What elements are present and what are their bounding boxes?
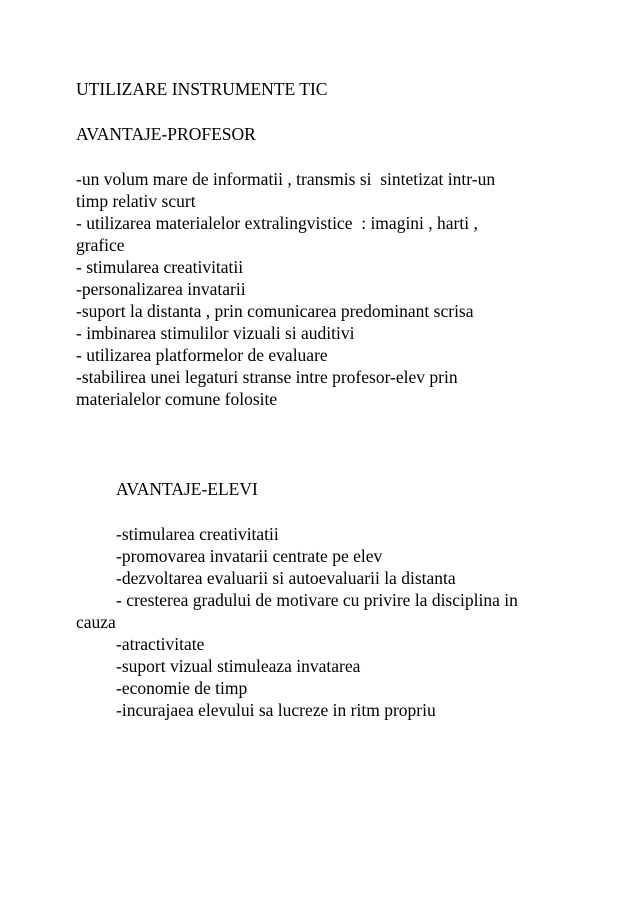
elevi-line: -suport vizual stimuleaza invatarea: [116, 656, 361, 676]
document-title: UTILIZARE INSTRUMENTE TIC: [76, 79, 328, 99]
profesor-line: timp relativ scurt: [76, 191, 196, 211]
elevi-line: cauza: [76, 612, 116, 632]
section-heading-profesor: AVANTAJE-PROFESOR: [76, 124, 256, 144]
profesor-line: -stabilirea unei legaturi stranse intre profesor-elev prin: [76, 367, 458, 387]
profesor-line: materialelor comune folosite: [76, 389, 278, 409]
profesor-line: - imbinarea stimulilor vizuali si auditivi: [76, 323, 355, 343]
elevi-line: -economie de timp: [116, 678, 248, 698]
profesor-line: -suport la distanta , prin comunicarea predominant scrisa: [76, 301, 474, 321]
elevi-line: -promovarea invatarii centrate pe elev: [116, 546, 383, 566]
profesor-line: -un volum mare de informatii , transmis si sintetizat intr-un: [76, 169, 496, 189]
elevi-line: -atractivitate: [116, 634, 205, 654]
profesor-line: - stimularea creativitatii: [76, 257, 244, 277]
section-heading-elevi: AVANTAJE-ELEVI: [116, 479, 258, 499]
profesor-line: grafice: [76, 235, 125, 255]
profesor-line: -personalizarea invatarii: [76, 279, 246, 299]
elevi-line: -dezvoltarea evaluarii si autoevaluarii la distanta: [116, 568, 456, 588]
profesor-line: - utilizarea materialelor extralingvistice : imagini , harti ,: [76, 213, 478, 233]
elevi-line: -stimularea creativitatii: [116, 524, 279, 544]
profesor-line: - utilizarea platformelor de evaluare: [76, 345, 328, 365]
elevi-line: - cresterea gradului de motivare cu privire la disciplina in: [116, 590, 518, 610]
elevi-line: -incurajaea elevului sa lucreze in ritm propriu: [116, 700, 436, 720]
